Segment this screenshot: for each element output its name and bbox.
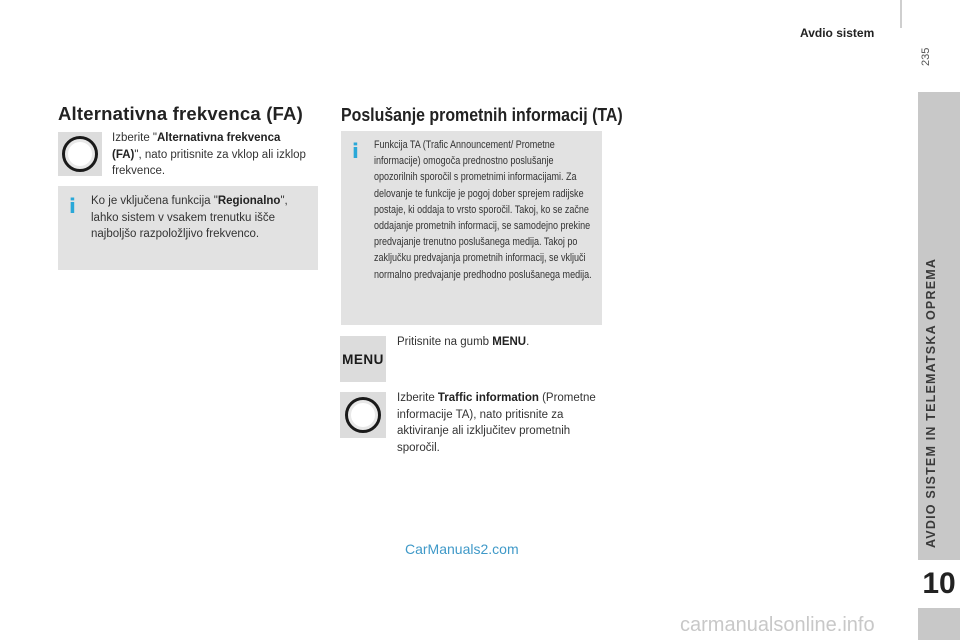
dial-icon xyxy=(345,397,381,433)
dial-icon-tile xyxy=(58,132,102,176)
ta-info-text: Funkcija TA (Trafic Announcement/ Prometne informacije) omogoča prednostno poslušanje opozorilnih sporočil s prometnimi informacijami. Za delovanje te funkcije je pogoj dober sprejem radijske postaje, ki oddaja to vrsto sporočil. Takoj, ko se začne oddajanje prometnih informacij, se samodejno prekine predvajanje trenutno poslušanega medija. Takoj po zaključku predvajanja prometnih informacij, se vključi normalno predvajanje predhodno poslušanega medija. xyxy=(374,139,592,281)
info-icon: i xyxy=(352,139,359,163)
ta-menu-step-pre: Pritisnite na gumb xyxy=(397,336,493,348)
ta-menu-step-text xyxy=(397,334,597,351)
fa-info-text xyxy=(91,193,313,243)
chapter-number: 10 xyxy=(922,567,956,600)
fa-info-bold: Regionalno xyxy=(217,195,281,207)
ta-traffic-step-pre: Izberite xyxy=(397,392,438,404)
section-title-ta: Poslušanje prometnih informacij (TA) xyxy=(341,104,623,125)
header-title: Avdio sistem xyxy=(800,26,875,40)
fa-info-post: ", lahko sistem v vsakem trenutku išče najboljšo razpoložljivo frekvenco. xyxy=(91,195,288,240)
watermark: carmanualsonline.info xyxy=(680,614,875,636)
fa-step-pre: Izberite " xyxy=(112,132,157,144)
info-icon: i xyxy=(69,194,76,218)
fa-info-pre: Ko je vključena funkcija " xyxy=(91,195,218,207)
page-number: 235 xyxy=(920,47,932,66)
ta-traffic-step-bold: Traffic information xyxy=(437,392,539,404)
footer-brand-link[interactable]: CarManuals2.com xyxy=(405,541,519,557)
header-divider xyxy=(900,0,902,28)
dial-icon xyxy=(62,136,98,172)
fa-step-bold: Alternativna frekvenca (FA) xyxy=(112,132,281,161)
section-title-fa: Alternativna frekvenca (FA) xyxy=(58,103,303,124)
ta-traffic-step-post: (Prometne informacije TA), nato pritisnite za aktiviranje ali izključitev prometnih sporočil. xyxy=(397,392,596,454)
fa-step-post: ", nato pritisnite za vklop ali izklop frekvence. xyxy=(112,148,306,177)
ta-menu-step-bold: MENU xyxy=(492,336,527,348)
dial-icon-tile xyxy=(340,392,386,438)
ta-traffic-step-text xyxy=(397,390,597,456)
ta-menu-step-post: . xyxy=(526,336,530,348)
chapter-title: AVDIO SISTEM IN TELEMATSKA OPREMA xyxy=(924,257,938,548)
menu-button-icon: MENU xyxy=(342,351,384,367)
menu-button-icon-tile xyxy=(340,336,386,382)
fa-step-text xyxy=(112,130,312,180)
